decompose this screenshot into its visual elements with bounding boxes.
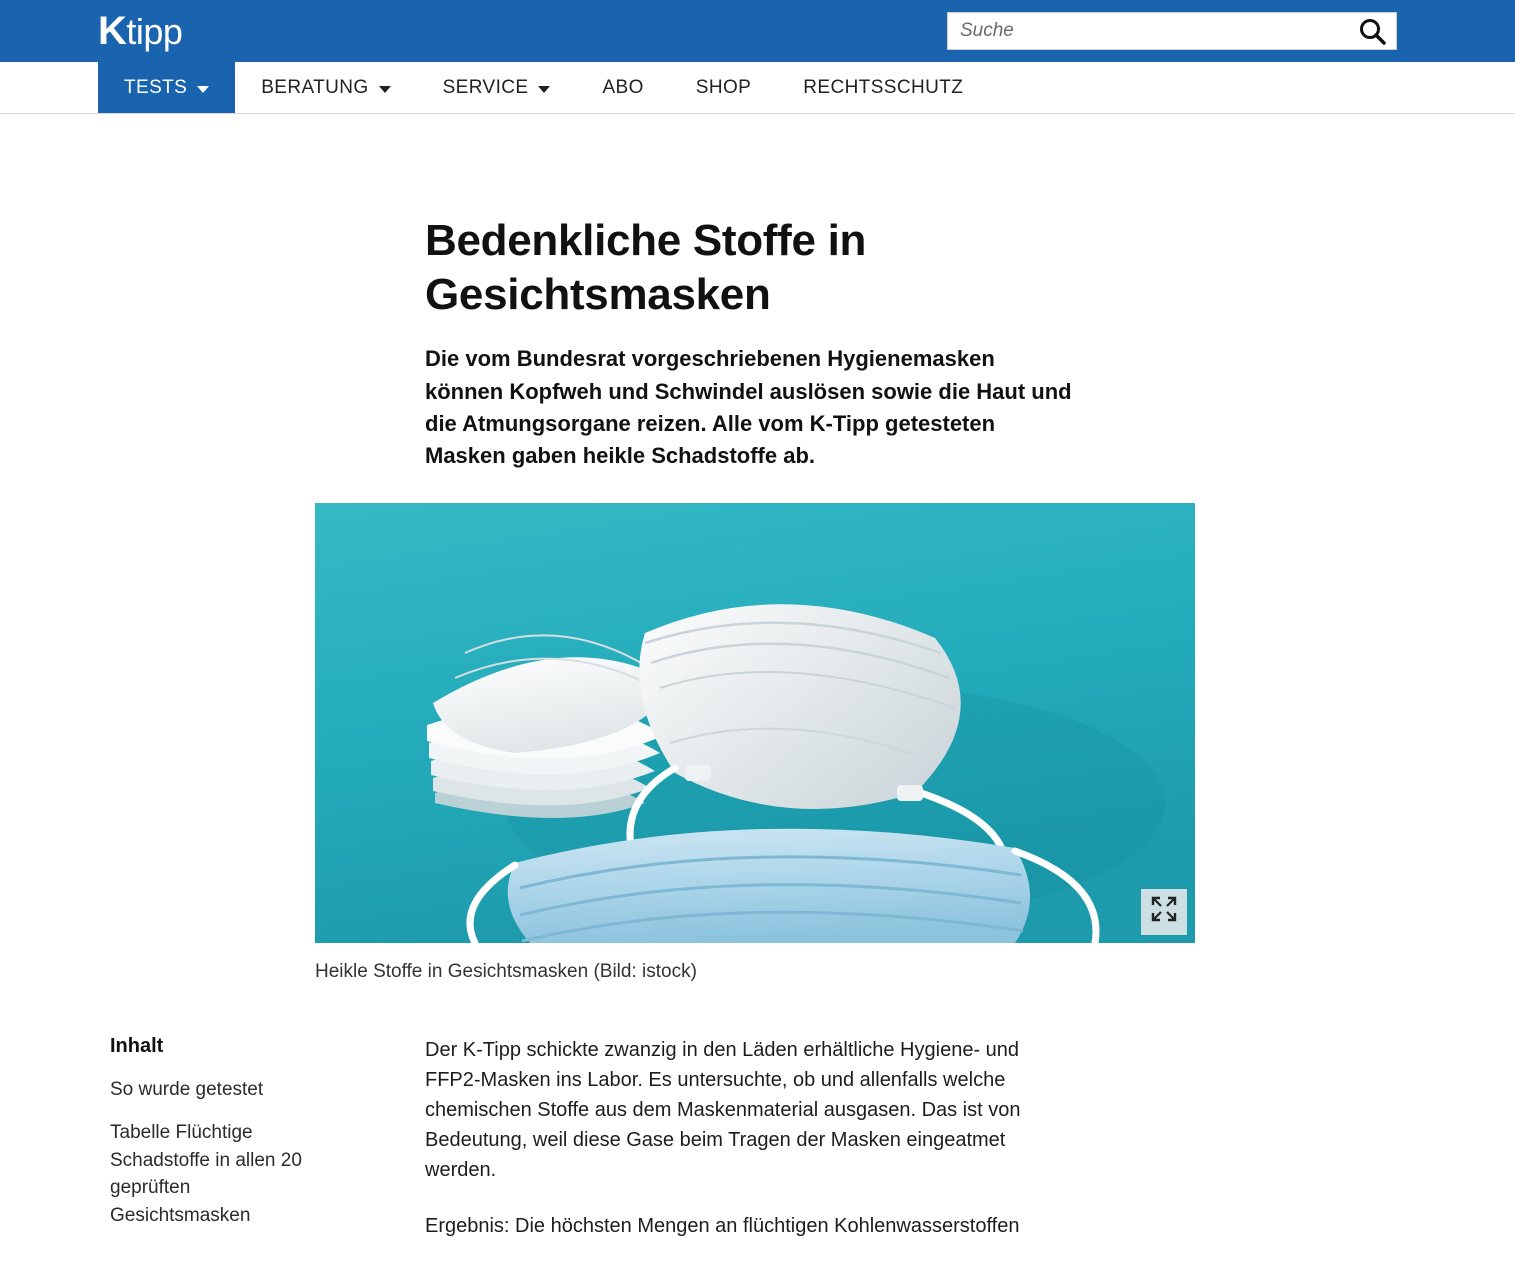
nav-item-label: SERVICE (442, 76, 529, 98)
chevron-down-icon (197, 86, 209, 93)
logo-tipp: tipp (126, 10, 183, 52)
site-header (0, 0, 1515, 62)
search-button[interactable] (1348, 13, 1396, 49)
article-paragraph: Der K-Tipp schickte zwanzig in den Läden erhältliche Hygiene- und FFP2-Masken ins Labor. Es untersuchte, ob und allenfalls welche chemischen Stoffe aus dem Maskenmaterial ausgasen. Das ist von Bedeutung, weil diese Gase beim Tragen der Masken eingeatmet werden. (425, 1038, 1021, 1181)
article-lower-section (110, 1035, 1315, 1267)
article-image (315, 503, 1195, 943)
article-figure (315, 503, 1195, 943)
search-icon (1357, 16, 1387, 46)
nav-item-label: BERATUNG (261, 76, 369, 98)
article (110, 214, 1315, 1267)
nav-item-rechtsschutz[interactable] (777, 62, 989, 113)
toc-item-so-wurde-getestet[interactable]: So wurde getestet (110, 1078, 264, 1100)
article-paragraph: Ergebnis: Die höchsten Mengen an flüchtigen Kohlenwasserstoffen (425, 1214, 1020, 1237)
image-caption: Heikle Stoffe in Gesichtsmasken (Bild: istock) (315, 960, 697, 982)
search-bar (947, 12, 1397, 50)
article-body (425, 1035, 1065, 1267)
toc-title: Inhalt (110, 1034, 164, 1057)
main-navigation (0, 62, 1515, 114)
nav-item-tests[interactable] (98, 62, 235, 113)
search-input[interactable] (948, 13, 1348, 49)
logo-k: K (98, 8, 127, 53)
chevron-down-icon (379, 86, 391, 93)
nav-item-beratung[interactable] (235, 62, 416, 113)
nav-item-label: ABO (602, 76, 644, 98)
article-lead: Die vom Bundesrat vorgeschriebenen Hygienemasken können Kopfweh und Schwindel auslösen sowie die Haut und die Atmungsorgane reizen. Alle vom K-Tipp getesteten Masken gaben heikle Schadstoffe ab. (425, 346, 1072, 469)
expand-icon (1151, 896, 1177, 927)
nav-item-label: RECHTSSCHUTZ (803, 76, 964, 98)
nav-item-abo[interactable] (576, 62, 669, 113)
toc-item-tabelle-schadstoffe[interactable]: Tabelle Flüchtige Schadstoffe in allen 20 geprüften Gesichtsmasken (110, 1122, 302, 1226)
nav-item-shop[interactable] (670, 62, 777, 113)
nav-item-label: TESTS (124, 76, 188, 98)
page-title: Bedenkliche Stoffe in Gesichtsmasken (425, 216, 867, 319)
site-logo[interactable] (98, 8, 183, 53)
table-of-contents (110, 1035, 340, 1267)
nav-item-service[interactable] (417, 62, 577, 113)
nav-item-label: SHOP (695, 76, 752, 98)
page-content (0, 114, 1515, 1267)
chevron-down-icon (538, 86, 550, 93)
expand-image-button[interactable] (1141, 889, 1187, 935)
